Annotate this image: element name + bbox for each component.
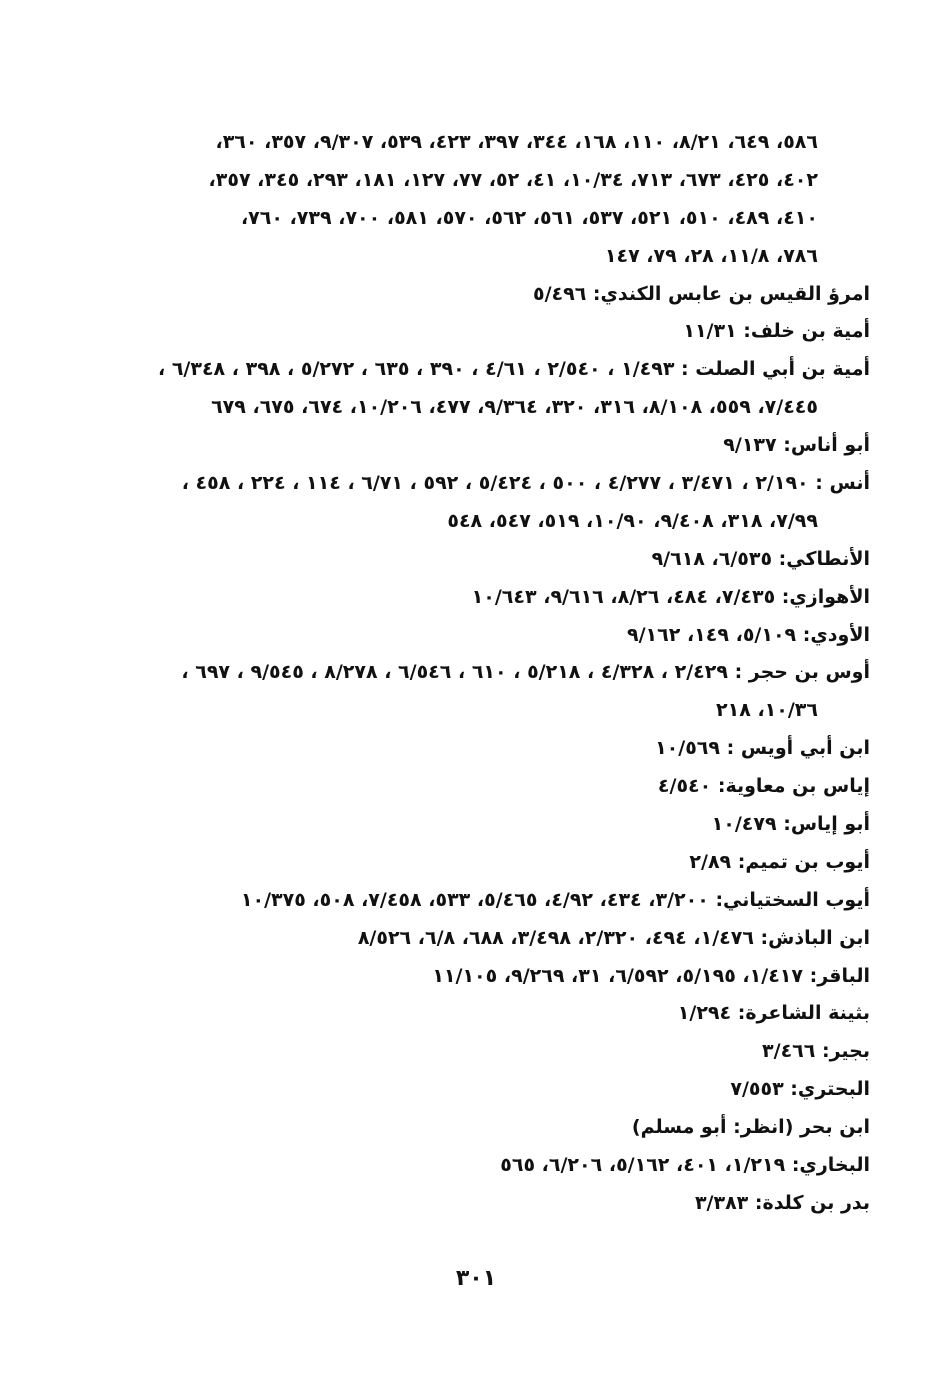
index-entry: البخاري: ١/٢١٩، ٤٠١، ٥/١٦٢، ٦/٢٠٦، ٥٦٥ [500, 1154, 870, 1177]
index-entry: أوس بن حجر : ٢/٤٢٩ ، ٤/٣٢٨ ، ٥/٢١٨ ، ٦١٠ ، ٦/٥٤٦ ، ٨/٢٧٨ ، ٩/٥٤٥ ، ٦٩٧ ، [181, 661, 870, 684]
index-entry: أنس : ٢/١٩٠ ، ٣/٤٧١ ، ٤/٢٧٧ ، ٥٠٠ ، ٥/٤٢٤ ، ٥٩٢ ، ٦/٧١ ، ١١٤ ، ٢٢٤ ، ٤٥٨ ، [181, 472, 870, 495]
index-entry: الأهوازي: ٧/٤٣٥، ٤٨٤، ٨/٢٦، ٩/٦١٦، ١٠/٦٤٣ [471, 585, 870, 608]
index-entry: الأنطاكي: ٦/٥٣٥، ٩/٦١٨ [651, 547, 870, 570]
index-entry: الباقر: ١/٤١٧، ٥/١٩٥، ٦/٥٩٢، ٣١، ٩/٢٦٩، ١١/١٠٥ [432, 964, 870, 987]
index-line: ٧٨٦، ١١/٨، ٢٨، ٧٩، ١٤٧ [604, 244, 818, 267]
index-line: ٥٨٦، ٦٤٩، ٨/٢١، ١١٠، ١٦٨، ٣٤٤، ٣٩٧، ٤٢٣، ٥٣٩، ٩/٣٠٧، ٣٥٧، ٣٦٠، [215, 131, 818, 153]
index-line: ٤١٠، ٤٨٩، ٥١٠، ٥٢١، ٥٣٧، ٥٦١، ٥٦٢، ٥٧٠، ٥٨١، ٧٠٠، ٧٣٩، ٧٦٠، [240, 206, 818, 229]
index-entry: الأودي: ٥/١٠٩، ١٤٩، ٩/١٦٢ [627, 623, 870, 646]
index-entry: ابن الباذش: ١/٤٧٦، ٤٩٤، ٢/٣٢٠، ٣/٤٩٨، ٦٨٨، ٦/٨، ٨/٥٢٦ [357, 926, 870, 949]
index-entry: أمية بن خلف: ١١/٣١ [683, 320, 870, 343]
index-entry: أيوب السختياني: ٣/٢٠٠، ٤٣٤، ٤/٩٢، ٥/٤٦٥، ٥٣٣، ٧/٤٥٨، ٥٠٨، ١٠/٣٧٥ [240, 888, 870, 911]
index-entry: بدر بن كلدة: ٣/٣٨٣ [694, 1191, 870, 1214]
index-entries [100, 124, 870, 1223]
index-line: ٤٠٢، ٤٢٥، ٦٧٣، ٧١٣، ١٠/٣٤، ٤١، ٥٢، ٧٧، ١٢٧، ١٨١، ٢٩٣، ٣٤٥، ٣٥٧، [208, 168, 818, 191]
index-entry: إياس بن معاوية: ٤/٥٤٠ [657, 775, 870, 798]
index-entry: بثينة الشاعرة: ١/٢٩٤ [677, 1002, 870, 1025]
index-entry: بجير: ٣/٤٦٦ [762, 1040, 870, 1063]
index-entry: أبو أناس: ٩/١٣٧ [723, 434, 870, 457]
index-entry: ابن بحر (انظر: أبو مسلم) [631, 1116, 870, 1139]
index-line: ٧/٩٩، ٣١٨، ٩/٤٠٨، ١٠/٩٠، ٥١٩، ٥٤٧، ٥٤٨ [447, 509, 818, 532]
index-line: ٧/٤٤٥، ٥٥٩، ٨/١٠٨، ٣١٦، ٣٢٠، ٩/٣٦٤، ٤٧٧، ١٠/٢٠٦، ٦٧٤، ٦٧٥، ٦٧٩ [211, 396, 818, 419]
index-entry: ابن أبي أويس : ١٠/٥٦٩ [655, 737, 870, 760]
page-number: ٣٠١ [455, 1266, 497, 1291]
index-entry: امرؤ القيس بن عابس الكندي: ٥/٤٩٦ [532, 282, 870, 305]
index-entry: البحتري: ٧/٥٥٣ [730, 1078, 870, 1101]
index-entry: أيوب بن تميم: ٢/٨٩ [689, 850, 870, 873]
index-entry: أبو إياس: ١٠/٤٧٩ [711, 813, 870, 836]
index-entry: أمية بن أبي الصلت : ١/٤٩٣ ، ٢/٥٤٠ ، ٤/٦١ ، ٣٩٠ ، ٦٣٥ ، ٥/٢٧٢ ، ٣٩٨ ، ٦/٣٤٨ ، [157, 358, 870, 381]
index-line: ١٠/٣٦، ٢١٨ [716, 699, 818, 722]
